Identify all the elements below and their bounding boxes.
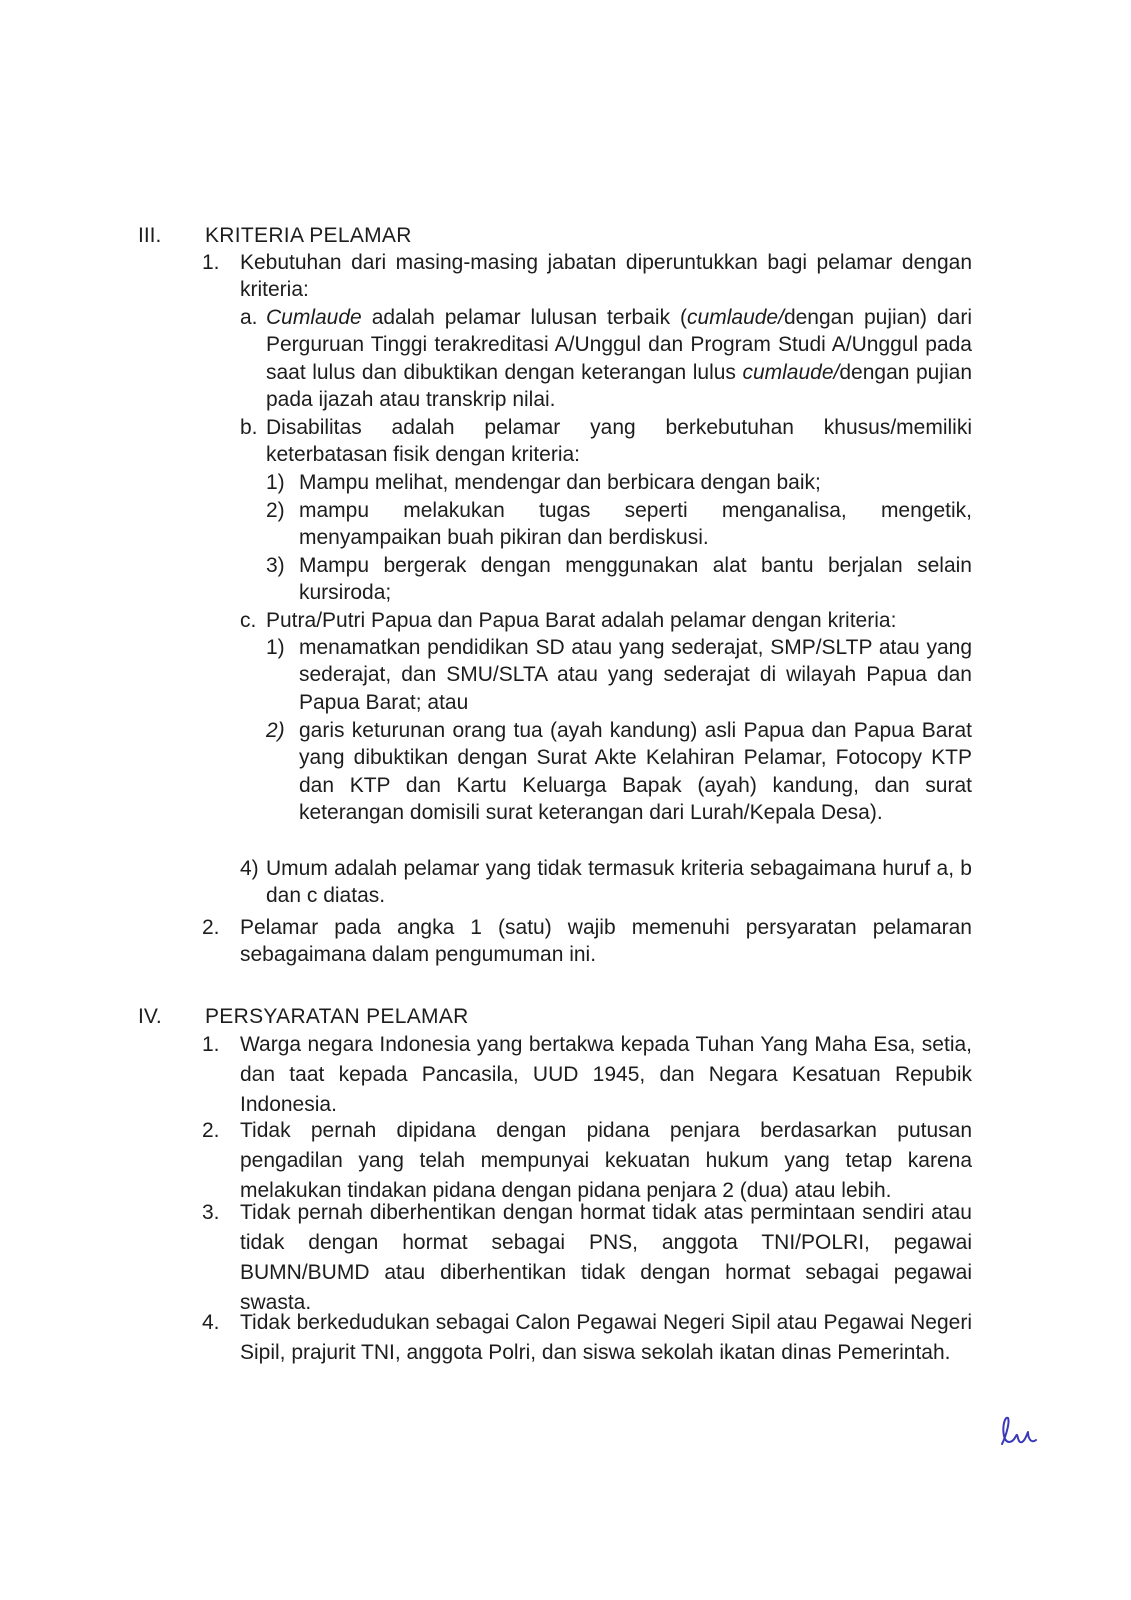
list-item (240, 855, 972, 910)
list-item (202, 1030, 972, 1120)
item-number: 2. (202, 1119, 220, 1142)
sub-item-text: Mampu melihat, mendengar dan berbicara dengan baik; (299, 471, 821, 494)
sub-item-number: 1) (266, 471, 285, 494)
item-text: Putra/Putri Papua dan Papua Barat adalah pelamar dengan kriteria: (266, 609, 897, 632)
sub-item-text: Mampu bergerak dengan menggunakan alat bantu berjalan selain kursiroda; (299, 554, 972, 605)
item-label: 4) (240, 857, 259, 880)
item-number: 2. (202, 916, 220, 939)
item-number: 3. (202, 1201, 220, 1224)
sub-item-text: garis keturunan orang tua (ayah kandung) asli Papua dan Papua Barat yang dibuktikan dengan Surat Akte Kelahiran Pelamar, Fotocopy KTP dan KTP dan Kartu Keluarga Bapak (ayah) kandung, dan surat keterangan domisili surat keterangan dari Lurah/Kepala Desa). (299, 719, 972, 825)
item-text: Kebutuhan dari masing-masing jabatan diperuntukkan bagi pelamar dengan kriteria: (240, 251, 972, 302)
item-text: Disabilitas adalah pelamar yang berkebutuhan khusus/memiliki keterbatasan fisik dengan kriteria: (266, 416, 972, 467)
list-item (240, 414, 972, 469)
sub-item-text: mampu melakukan tugas seperti menganalisa, mengetik, menyampaikan buah pikiran dan berdiskusi. (299, 499, 972, 550)
item-text: Warga negara Indonesia yang bertakwa kepada Tuhan Yang Maha Esa, setia, dan taat kepada Pancasila, UUD 1945, dan Negara Kesatuan Repubik Indonesia. (240, 1033, 972, 1116)
item-text: Tidak pernah dipidana dengan pidana penjara berdasarkan putusan pengadilan yang telah mempunyai kekuatan hukum yang tetap karena melakukan tindakan pidana dengan pidana penjara 2 (dua) atau lebih. (240, 1119, 972, 1202)
term-cumlaude: Cumlaude (266, 306, 362, 329)
item-text: Umum adalah pelamar yang tidak termasuk kriteria sebagaimana huruf a, b dan c diatas. (266, 857, 972, 908)
sub-item-number: 1) (266, 636, 285, 659)
handwritten-initial (998, 1414, 1042, 1448)
section-numeral: III. (138, 224, 162, 247)
list-item (202, 1116, 972, 1206)
item-text: Tidak berkedudukan sebagai Calon Pegawai Negeri Sipil atau Pegawai Negeri Sipil, prajurit TNI, anggota Polri, dan siswa sekolah ikatan dinas Pemerintah. (240, 1311, 972, 1364)
sub-item-number: 2) (266, 719, 285, 742)
item-number: 1. (202, 251, 220, 274)
sub-item-number: 3) (266, 554, 285, 577)
section-title: PERSYARATAN PELAMAR (205, 1005, 469, 1028)
section-title: KRITERIA PELAMAR (205, 224, 412, 247)
list-item (202, 1308, 972, 1368)
item-text: Cumlaude adalah pelamar lulusan terbaik (cumlaude/dengan pujian) dari Perguruan Tinggi terakreditasi A/Unggul dan Program Studi A/Unggul pada saat lulus dan dibuktikan dengan keterangan lulus cumlaude/dengan pujian pada ijazah atau transkrip nilai. (266, 306, 973, 412)
list-item (202, 249, 972, 304)
item-label: b. (240, 416, 258, 439)
sub-item (266, 469, 972, 496)
list-item (202, 914, 972, 969)
sub-item-text: menamatkan pendidikan SD atau yang sederajat, SMP/SLTP atau yang sederajat, dan SMU/SLTA atau yang sederajat di wilayah Papua dan Papua Barat; atau (299, 636, 972, 714)
sub-item (266, 634, 972, 716)
item-label: c. (240, 609, 257, 632)
item-text: Pelamar pada angka 1 (satu) wajib memenuhi persyaratan pelamaran sebagaimana dalam pengumuman ini. (240, 916, 972, 967)
item-number: 1. (202, 1033, 220, 1056)
sub-item-number: 2) (266, 499, 285, 522)
sub-item (266, 717, 972, 827)
list-item (202, 1198, 972, 1318)
item-text: Tidak pernah diberhentikan dengan hormat tidak atas permintaan sendiri atau tidak dengan hormat sebagai PNS, anggota TNI/POLRI, pegawai BUMN/BUMD atau diberhentikan tidak dengan hormat sebagai pegawai swasta. (240, 1201, 972, 1314)
item-label: a. (240, 306, 258, 329)
item-number: 4. (202, 1311, 220, 1334)
sub-item (266, 497, 972, 552)
section-numeral: IV. (138, 1005, 162, 1028)
list-item (240, 304, 972, 414)
list-item (240, 607, 972, 634)
sub-item (266, 552, 972, 607)
